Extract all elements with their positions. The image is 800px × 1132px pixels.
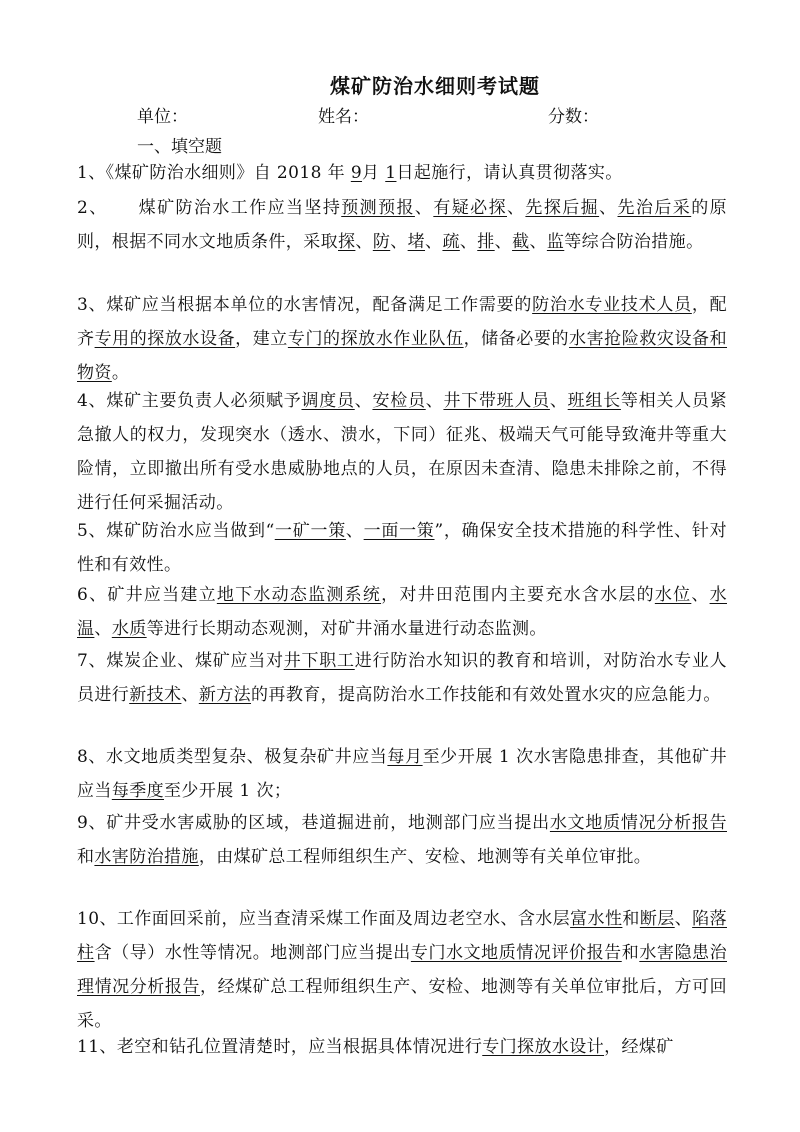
blank-answer: 疏 [442,232,460,252]
question-5: 5、煤矿防治水应当做到“一矿一策、一面一策”，确保安全技术措施的科学性、针对性和有效性。 [77,521,727,575]
question-10: 10、工作面回采前，应当查清采煤工作面及周边老空水、含水层富水性和断层、陷落柱含（导）水性等情况。地测部门应当提出专门水文地质情况评价报告和水害隐患治理情况分析报告，经煤矿总工程师组织生产、安检、地测等有关单位审批后，方可回采。 [77,909,727,1031]
blank-answer: 新技术 [129,685,182,705]
blank-answer: 一矿一策 [274,521,346,541]
blank-answer: 有疑必探 [433,198,507,218]
blank-answer: 9 [350,163,363,183]
blank-answer: 安检员 [372,391,426,411]
blank-answer: 先探后掘 [525,198,600,218]
blank-answer: 探 [338,232,356,252]
question-4: 4、煤矿主要负责人必须赋予调度员、安检员、井下带班人员、班组长等相关人员紧急撤人的权力，发现突水（透水、溃水，下同）征兆、极端天气可能导致淹井等重大险情，立即撤出所有受水患威胁地点的人员，在原因未查清、隐患未排除之前，不得进行任何采掘活动。 [77,391,728,513]
blank-answer: 监 [546,232,565,252]
blank-answer: 专门的探放水作业队伍 [287,329,464,349]
blank-answer: 专门水文地质情况评价报告 [410,943,622,963]
blank-answer: 每季度 [111,781,165,801]
blank-answer: 班组长 [567,391,621,411]
question-2: 2、 煤矿防治水工作应当坚持预测预报、有疑必探、先探后掘、先治后采的原则，根据不同水文地质条件，采取探、防、堵、疏、排、截、监等综合防治措施。 [77,198,728,252]
blank-answer: 1 [385,163,397,183]
blank-answer: 先治后采 [617,198,692,218]
blank-answer: 富水性 [570,909,623,929]
blank-answer: 水害隐患治理情况分析报告 [77,943,727,997]
blank-answer: 防治水专业技术人员 [532,295,692,315]
blank-answer: 水文地质情况分析报告 [549,813,727,833]
blank-answer: 陷落柱 [77,909,727,963]
blank-answer: 水质 [111,619,147,639]
blank-answer: 地下水动态监测系统 [216,585,382,605]
score-label: 分数： [548,107,599,127]
blank-answer: 堵 [407,232,426,252]
blank-answer: 水位 [654,585,692,605]
blank-answer: 水害抢险救灾设备和物资 [77,329,728,383]
section-heading: 一、填空题 [137,137,222,157]
page-title: 煤矿防治水细则考试题 [330,74,540,98]
blank-answer: 排 [477,232,495,252]
question-7: 7、煤炭企业、煤矿应当对井下职工进行防治水知识的教育和培训，对防治水专业人员进行新技术、新方法的再教育，提高防治水工作技能和有效处置水灾的应急能力。 [77,651,727,705]
blank-answer: 预测预报 [341,198,415,218]
blank-answer: 调度员 [301,391,355,411]
unit-label: 单位： [137,107,188,127]
question-9: 9、矿井受水害威胁的区域，巷道掘进前，地测部门应当提出水文地质情况分析报告和水害防治措施，由煤矿总工程师组织生产、安检、地测等有关单位审批。 [77,813,727,867]
blank-answer: 新方法 [198,685,252,705]
blank-answer: 专用的探放水设备 [94,329,236,349]
blank-answer: 专门探放水设计 [482,1037,605,1057]
blank-answer: 水温 [77,585,727,639]
question-11: 11、老空和钻孔位置清楚时，应当根据具体情况进行专门探放水设计，经煤矿 [77,1037,674,1057]
question-3: 3、煤矿应当根据本单位的水害情况，配备满足工作需要的防治水专业技术人员，配齐专用的探放水设备，建立专门的探放水作业队伍，储备必要的水害抢险救灾设备和物资。 [77,295,728,383]
blank-answer: 每月 [387,747,423,767]
question-1: 1、《煤矿防治水细则》自 2018 年 9月 1日起施行，请认真贯彻落实。 [77,163,623,183]
question-8: 8、水文地质类型复杂、极复杂矿井应当每月至少开展 1 次水害隐患排查，其他矿井应当每季度至少开展 1 次； [77,747,727,801]
blank-answer: 井下职工 [283,651,355,671]
blank-answer: 一面一策 [363,521,435,541]
blank-answer: 截 [512,232,530,252]
name-label: 姓名： [318,107,369,127]
blank-answer: 水害防治措施 [94,847,199,867]
question-6: 6、矿井应当建立地下水动态监测系统，对井田范围内主要充水含水层的水位、水温、水质等进行长期动态观测，对矿井涌水量进行动态监测。 [77,585,727,639]
blank-answer: 防 [372,232,391,252]
blank-answer: 井下带班人员 [443,391,550,411]
blank-answer: 断层 [639,909,675,929]
